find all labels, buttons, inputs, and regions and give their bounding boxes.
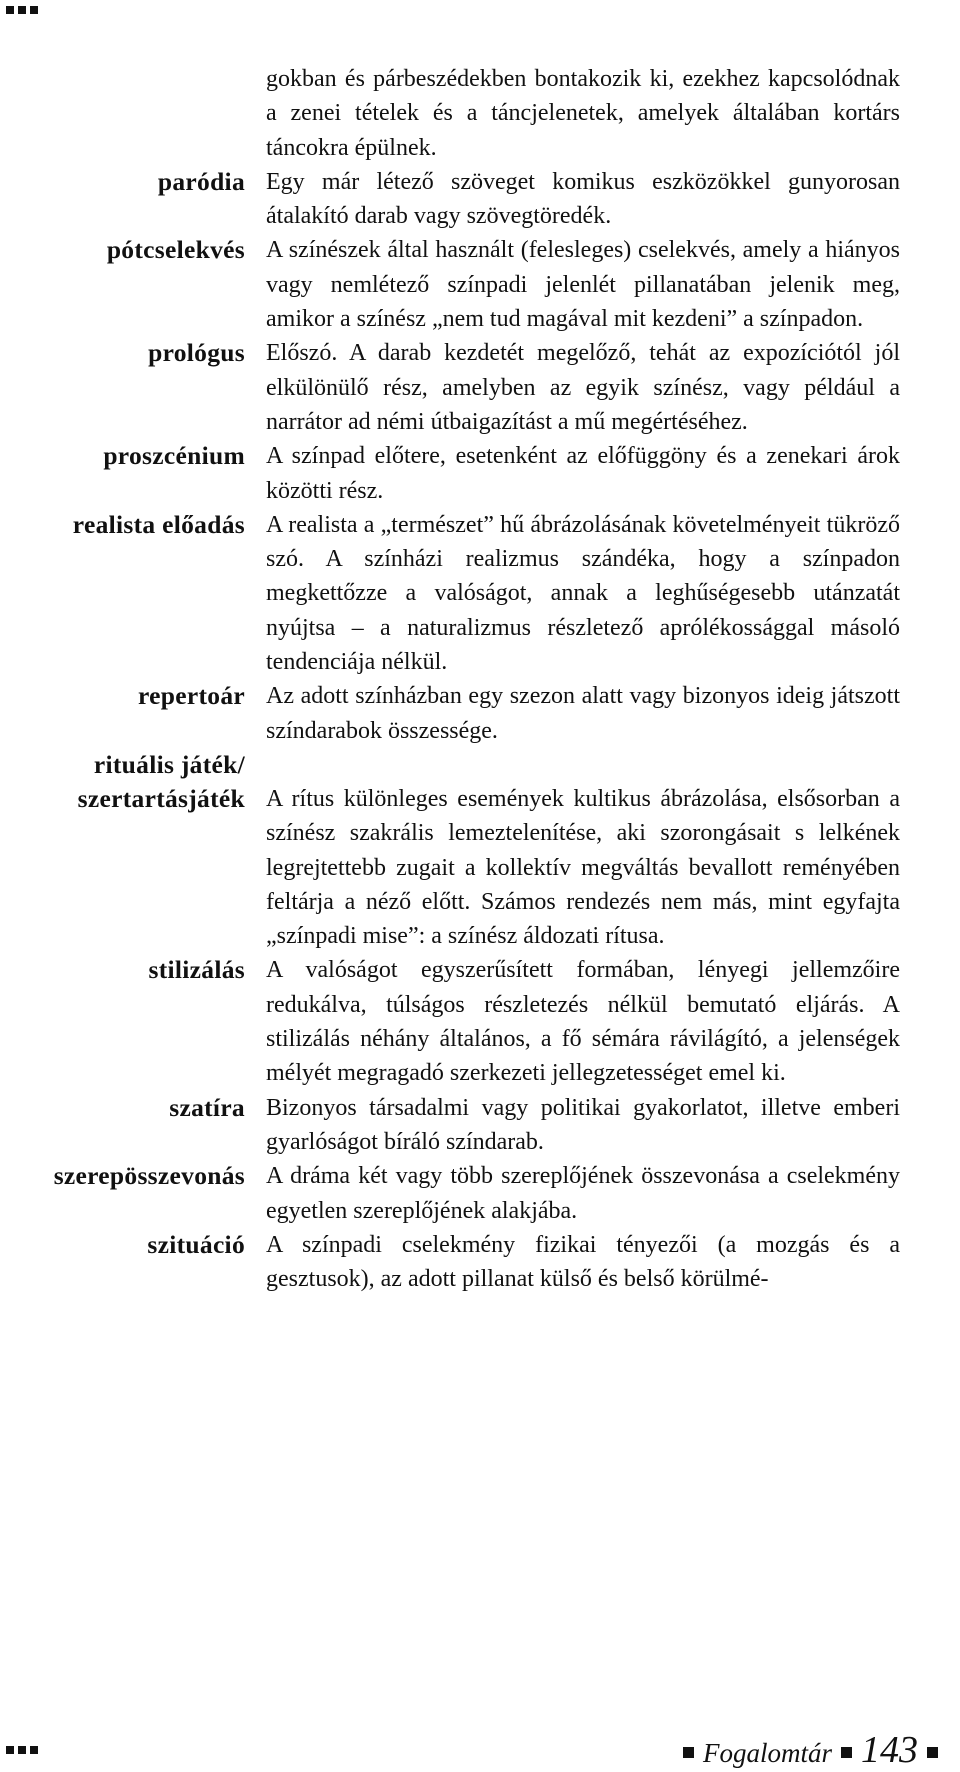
corner-ornament (6, 1746, 38, 1754)
term: paródia (157, 166, 245, 196)
term: szituáció (147, 1229, 245, 1259)
entry-szatira (0, 1091, 960, 1160)
section-label: Fogalomtár (702, 1738, 832, 1768)
square-bullet-icon (683, 1747, 694, 1758)
definition: Az adott színházban egy szezon alatt vagy bizonyos ideig játszott színdarabok összessége. (266, 683, 900, 744)
definition: Egy már létező szöveget komikus eszközökkel gunyorosan átalakító darab vagy szövegtöredék. (266, 168, 900, 230)
square-bullet-icon (841, 1747, 852, 1758)
corner-ornament (6, 6, 38, 14)
entry-potcselekves (0, 233, 960, 336)
definition: A rítus különleges események kultikus ábrázolása, elsősorban a színész szakrális lemeztelenítése, aki szorongásait s lelkének legrejtettebb zugait a kollektív megváltás bevallott reményében feltárja a néző előtt. Számos rendezés nem más, mint egyfajta „színpadi mise”: a színész áldozati rítusa. (266, 785, 900, 950)
entry-proszcenium (0, 439, 960, 508)
definition: Bizonyos társadalmi vagy politikai gyakorlatot, illetve emberi gyarlóságot bíráló színdarab. (266, 1094, 900, 1155)
page-number: 143 (861, 1729, 918, 1771)
term: repertoár (137, 681, 245, 711)
entry-ritualis-jatek (0, 748, 960, 953)
term: proszcénium (103, 441, 245, 471)
intro-entry (0, 62, 960, 165)
definition: Előszó. A darab kezdetét megelőző, tehát az expozíciótól jól elkülönülő rész, amelyben az egyik színész, vagy például a narrátor ad némi útbaigazítást a mű megértéséhez. (266, 340, 900, 435)
term: szerepösszevonás (53, 1161, 245, 1191)
definition: A valóságot egyszerűsített formában, lényegi jellemzőire redukálva, túlságos részletezés nélkül bemutató eljárás. A stilizálás néhány általános, a fő sémára rávilágító, a jelenségek mélyét megragadó szerkezeti jellegzetességet emel ki. (266, 957, 900, 1087)
entry-parodia (0, 165, 960, 234)
term: realista előadás (72, 509, 245, 539)
definition: A realista a „természet” hű ábrázolásának követelményeit tükröző szó. A színházi realizmus szándéka, hogy a színpadon megkettőzze a valóságot, annak a leghűségesebb utánzatát nyújtsa – a naturalizmus részletező aprólékossággal másoló tendenciája nélkül. (266, 511, 900, 676)
entry-szereposszevonas (0, 1159, 960, 1228)
page-footer (683, 1728, 938, 1772)
entry-stilizalas (0, 953, 960, 1090)
square-bullet-icon (927, 1747, 938, 1758)
term: stilizálás (148, 955, 245, 985)
entry-realista-eloadas (0, 508, 960, 679)
definition: gokban és párbeszédekben bontakozik ki, ezekhez kapcsolódnak a zenei tételek és a táncjelenetek, amelyek általában kortárs táncokra épülnek. (266, 66, 900, 161)
definition: A színpadi cselekmény fizikai tényezői (a mozgás és a gesztusok), az adott pillanat külső és belső körülmé- (266, 1231, 900, 1293)
term-line-2: szertartásjáték (77, 783, 245, 813)
term: pótcselekvés (106, 235, 245, 265)
definition: A színpad előtere, esetenként az előfüggöny és a zenekari árok közötti rész. (266, 443, 900, 504)
term: prológus (148, 338, 245, 368)
entry-prologus (0, 336, 960, 439)
entry-repertoar (0, 679, 960, 748)
glossary (0, 62, 960, 1296)
definition: A dráma két vagy több szereplőjének összevonása a cselekmény egyetlen szereplőjének alakjába. (266, 1163, 900, 1224)
entry-szituacio (0, 1228, 960, 1297)
definition: A színészek által használt (felesleges) cselekvés, amely a hiányos vagy nemlétező színpadi jelenlét pillanatában jelenik meg, amikor a színész „nem tud magával mit kezdeni” a színpadon. (266, 237, 900, 333)
term-line-1: rituális játék/ (93, 749, 245, 779)
term: szatíra (169, 1092, 245, 1122)
